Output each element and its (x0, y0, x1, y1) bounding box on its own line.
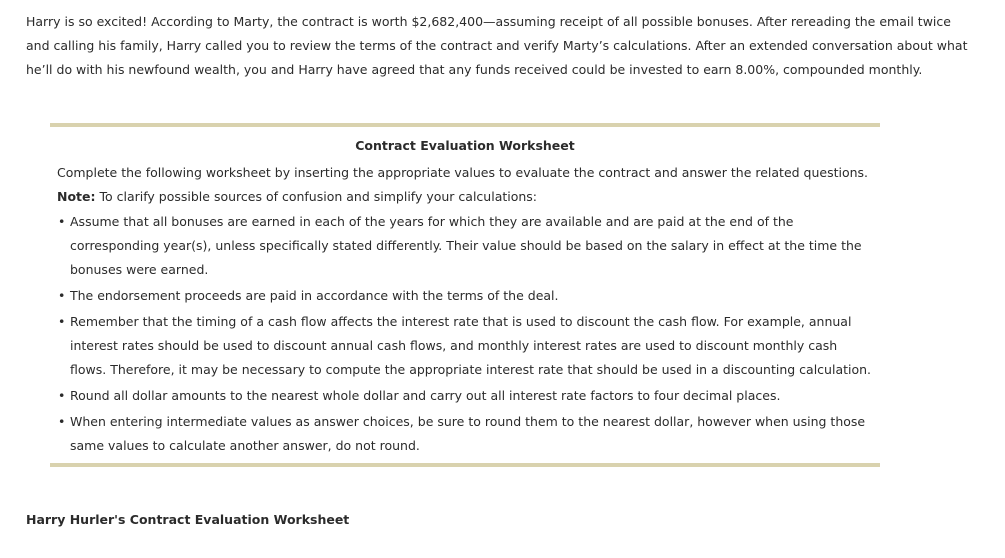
worksheet-bullet-list (57, 210, 877, 460)
worksheet-note (57, 185, 537, 209)
intro-paragraph: Harry is so excited! According to Marty, the contract is worth $2,682,400—assuming receipt of all possible bonuses. After rereading the email twice and calling his family, Harry called you to review the terms of the contract and verify Marty’s calculations. After an extended conversation about what he’ll do with his newfound wealth, you and Harry have agreed that any funds received could be invested to earn 8.00%, compounded monthly. (26, 14, 968, 77)
list-item (57, 310, 877, 382)
list-item-text: The endorsement proceeds are paid in accordance with the terms of the deal. (70, 288, 559, 303)
bullet-icon: • (58, 314, 66, 329)
contract-worksheet-box (50, 123, 880, 467)
note-label: Note: (57, 189, 96, 204)
bullet-icon: • (58, 214, 66, 229)
list-item-text: Assume that all bonuses are earned in each of the years for which they are available and are paid at the end of the corresponding year(s), unless specifically stated differently. Their value should be based on the salary in effect at the time the bonuses were earned. (70, 214, 862, 277)
section-title: Harry Hurler's Contract Evaluation Worksheet (26, 512, 350, 527)
list-item (57, 284, 877, 308)
worksheet-title: Contract Evaluation Worksheet (355, 138, 575, 153)
note-text: To clarify possible sources of confusion and simplify your calculations: (95, 189, 538, 204)
bullet-icon: • (58, 388, 66, 403)
list-item (57, 410, 877, 458)
list-item (57, 384, 877, 408)
list-item-text: Remember that the timing of a cash flow affects the interest rate that is used to discount the cash flow. For example, annual interest rates should be used to discount annual cash flows, and monthly interest rates are used to discount monthly cash flows. Therefore, it may be necessary to compute the appropriate interest rate that should be used in a discounting calculation. (70, 314, 872, 377)
bullet-icon: • (58, 288, 66, 303)
worksheet-instructions: Complete the following worksheet by inserting the appropriate values to evaluate the contract and answer the related questions. (57, 165, 869, 180)
list-item-text: Round all dollar amounts to the nearest whole dollar and carry out all interest rate factors to four decimal places. (70, 388, 781, 403)
list-item (57, 210, 877, 282)
bullet-icon: • (58, 414, 66, 429)
list-item-text: When entering intermediate values as answer choices, be sure to round them to the nearest dollar, however when using those same values to calculate another answer, do not round. (70, 414, 866, 453)
